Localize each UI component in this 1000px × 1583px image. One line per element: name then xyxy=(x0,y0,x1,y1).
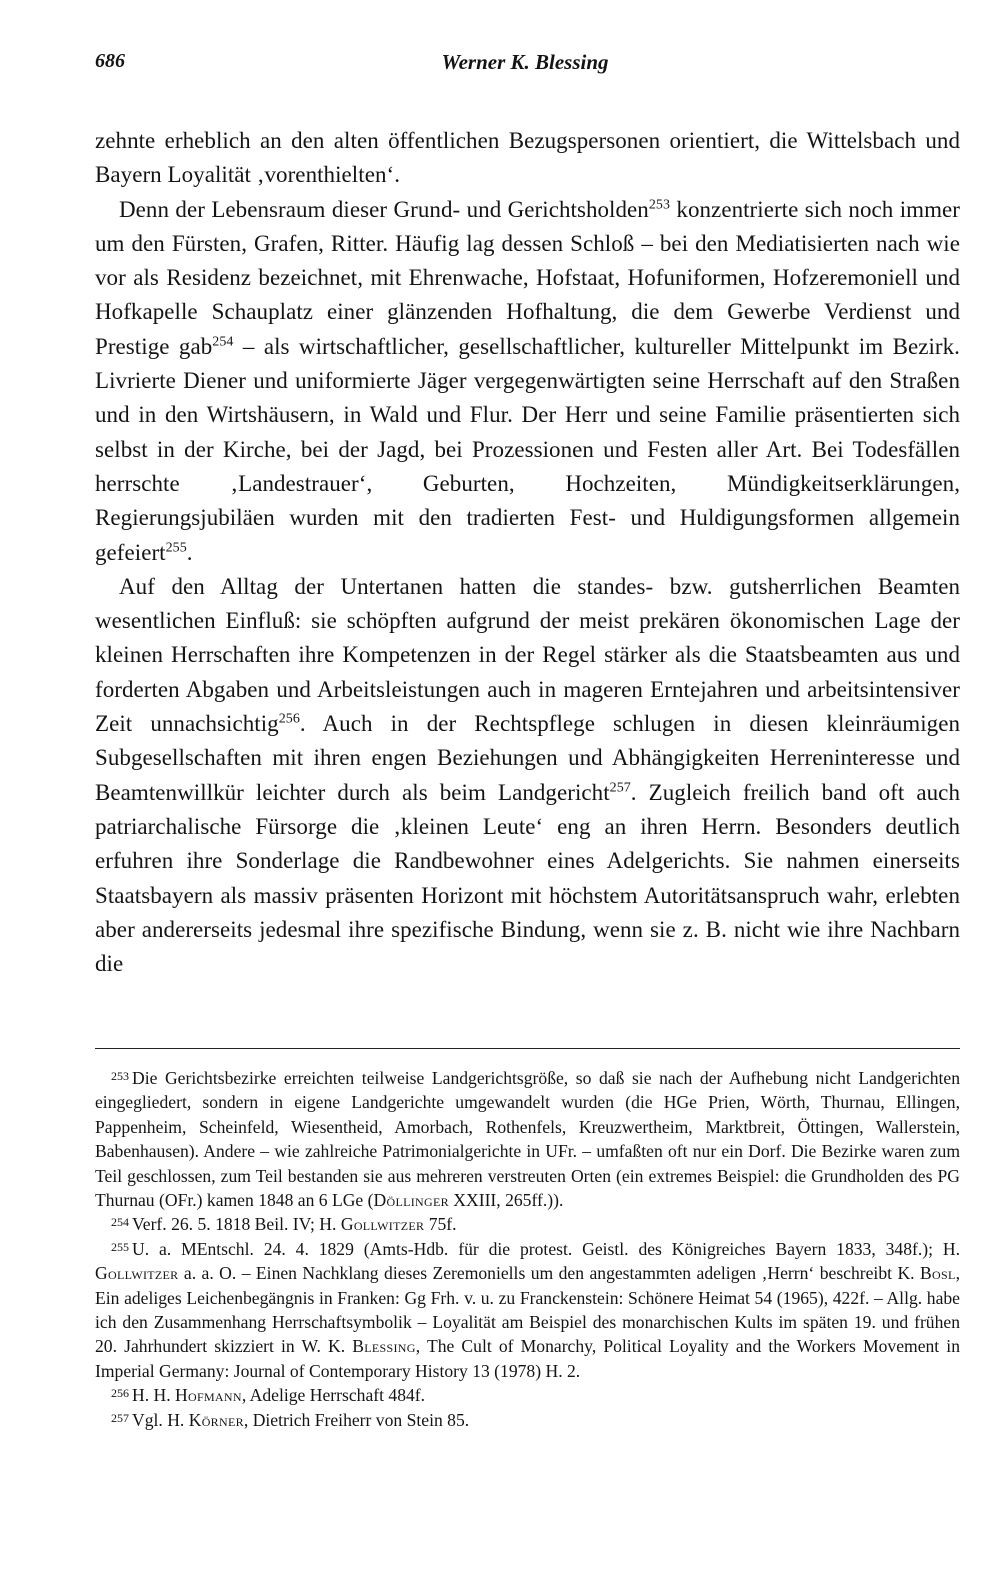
footnote-text: Vgl. H. xyxy=(132,1409,189,1430)
footnote-255 xyxy=(95,1237,960,1383)
page-header xyxy=(95,50,955,84)
footnote-253 xyxy=(95,1066,960,1212)
footnote-number: 253 xyxy=(111,1069,129,1083)
footnote-text: 75f. xyxy=(424,1214,457,1235)
paragraph-3 xyxy=(95,570,960,982)
footnote-reference[interactable]: 255 xyxy=(165,539,187,555)
footnote-number: 256 xyxy=(111,1386,129,1401)
author-name: Gollwitzer xyxy=(95,1263,179,1284)
footnote-number: 257 xyxy=(111,1410,129,1425)
paragraph-2 xyxy=(95,193,960,570)
footnote-reference[interactable]: 256 xyxy=(278,711,300,727)
text-run: – als wirtschaftlicher, gesellschaftlicher, kultureller Mittelpunkt im Bezirk. Livrierte Diener und uniformierte Jäger vergegenwärtigten seine Herrschaft auf den Straßen und in den Wirtshäusern, in Wald und Flur. Der Herr und seine Familie präsentierten sich selbst in der Kirche, bei der Jagd, bei Prozessionen und Festen aller Art. Bei Todesfällen herrschte ‚Landestrauer‘, Geburten, Hochzeiten, Mündigkeitserklärungen, Regierungsjubiläen wurden mit den tradierten Fest- und Huldigungsformen allgemein gefeiert xyxy=(95,333,960,565)
footnote-text: , Adelige Herrschaft 484f. xyxy=(241,1385,426,1406)
footnote-reference[interactable]: 257 xyxy=(609,779,631,795)
author-name: Gollwitzer xyxy=(340,1214,425,1235)
footnote-text: Die Gerichtsbezirke erreichten teilweise Landgerichtsgröße, so daß sie nach der Aufhebung nicht Landgerichten eingegliedert, sondern in eigene Landgerichte umgewandelt wurden (die HGe Prien, Wörth, Thurnau, Ellingen, Pappenheim, Scheinfeld, Wiesentheid, Amorbach, Rothenfels, Kreuzwertheim, Marktbreit, Öttingen, Wallerstein, Babenhausen). Andere – wie zahlreiche Patrimonialgerichte in UFr. – umfaßten oft nur ein Dorf. Die Bezirke waren zum Teil geschlossen, zum Teil bestanden sie aus mehreren verstreuten Orten (ein extremes Beispiel: die Grundholden des PG Thurnau (OFr.) kamen 1848 an 6 LGe ( xyxy=(95,1068,960,1211)
footnote-text: , Ein adeliges Leichenbegängnis in Franken: Gg Frh. v. u. zu Franckenstein: Schönere Heimat 54 (1965), 422f. – Allg. habe ich den Zusammenhang Herrschaftsymbolik – Loyalität am Beispiel des monarchischen Kults im späten 19. und frühen 20. Jahrhundert skizziert in W. K. xyxy=(95,1263,960,1357)
footnote-number: 255 xyxy=(111,1239,129,1254)
footnote-divider xyxy=(95,1048,960,1049)
footnote-text: , Dietrich Freiherr von Stein 85. xyxy=(243,1409,470,1430)
footnote-reference[interactable]: 253 xyxy=(648,196,671,212)
running-title: Werner K. Blessing xyxy=(441,50,609,74)
author-name: Bosl xyxy=(919,1263,956,1284)
text-run: Auf den Alltag der Untertanen hatten die standes- bzw. gutsherrlichen Beamten wesentlichen Einfluß: sie schöpften aufgrund der meist prekären ökonomischen Lage der kleinen Herrschaften ihre Kompetenzen in der Regel stärker als die Staatsbeamten aus und forderten Abgaben und Arbeitsleistungen auch in mageren Erntejahren und arbeitsintensiver Zeit unnachsichtig xyxy=(95,573,960,737)
author-name: Blessing xyxy=(352,1336,416,1357)
footnote-256 xyxy=(95,1383,960,1407)
footnote-254 xyxy=(95,1212,960,1236)
text-run: Denn der Lebensraum dieser Grund- und Gerichtsholden xyxy=(119,196,649,222)
footnotes xyxy=(95,1066,960,1432)
footnote-text: , The Cult of Monarchy, Political Loyality and the Workers Movement in Imperial Germany: Journal of Contemporary History 13 (1978) H. 2. xyxy=(95,1336,960,1381)
text-run: . Zugleich freilich band oft auch patriarchalische Fürsorge die ‚kleinen Leute‘ eng an ihren Herrn. Besonders deutlich erfuhren ihre Sonderlage die Randbewohner eines Adelgerichts. Sie nahmen einerseits Staatsbayern als massiv präsenten Horizont mit höchstem Autoritätsanspruch wahr, erlebten aber andererseits jedesmal ihre spezifische Bindung, wenn sie z. B. nicht wie ihre Nachbarn die xyxy=(95,779,960,977)
footnote-text: XXIII, 265ff.)). xyxy=(448,1190,564,1211)
author-name: Körner xyxy=(188,1409,244,1430)
author-name: Döllinger xyxy=(373,1190,449,1211)
footnote-number: 254 xyxy=(111,1215,129,1230)
text-run: . xyxy=(186,539,193,565)
paragraph-1 xyxy=(95,124,960,193)
footnote-257 xyxy=(95,1408,960,1432)
text-run: konzentrierte sich noch immer um den Fürsten, Grafen, Ritter. Häufig lag dessen Schloß – bei den Mediatisierten nach wie vor als Residenz bezeichnet, mit Ehrenwache, Hofstaat, Hofuniformen, Hofzeremoniell und Hofkapelle Schauplatz einer glänzenden Hofhaltung, die dem Gewerbe Verdienst und Prestige gab xyxy=(95,196,960,359)
text-run: zehnte erheblich an den alten öffentlichen Bezugspersonen orientiert, die Wittelsbach und Bayern Loyalität ‚vorenthielten‘. xyxy=(95,128,960,188)
footnote-text: a. a. O. – Einen Nachklang dieses Zeremoniells um den angestammten adeligen ‚Herrn‘ beschreibt K. xyxy=(178,1263,920,1284)
body-text xyxy=(95,124,960,981)
page-number: 686 xyxy=(95,50,125,72)
footnote-reference[interactable]: 254 xyxy=(212,334,234,350)
author-name: Hofmann xyxy=(175,1385,242,1406)
text-run: . Auch in der Rechtspflege schlugen in diesen kleinräumigen Subgesellschaften mit ihren engen Beziehungen und Abhängigkeiten Herreninteresse und Beamtenwillkür leichter durch als beim Landgericht xyxy=(95,711,961,805)
footnote-text: Verf. 26. 5. 1818 Beil. IV; H. xyxy=(132,1214,341,1235)
footnote-text: U. a. MEntschl. 24. 4. 1829 (Amts-Hdb. für die protest. Geistl. des Königreiches Bayern 1833, 348f.); H. xyxy=(132,1238,960,1259)
footnote-text: H. H. xyxy=(132,1385,176,1406)
